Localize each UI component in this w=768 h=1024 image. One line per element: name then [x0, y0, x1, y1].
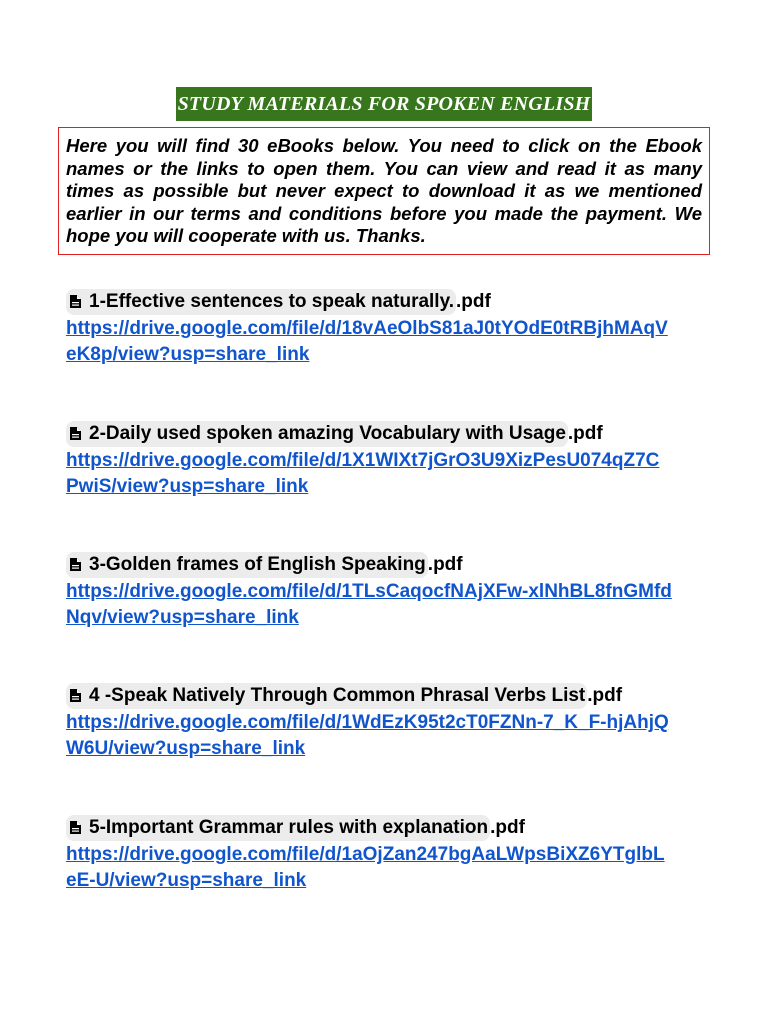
ebook-entry-1	[66, 289, 746, 368]
file-icon	[70, 427, 81, 440]
ebook-name: 5-Important Grammar rules with explanation	[89, 817, 489, 838]
ebook-link[interactable]: https://drive.google.com/file/d/1X1WIXt7jGrO3U9XizPesU074qZ7CPwiS/view?usp=share_link	[66, 450, 660, 497]
ebook-name: 3-Golden frames of English Speaking	[89, 554, 426, 575]
ebook-link[interactable]: https://drive.google.com/file/d/1TLsCaqocfNAjXFw-xlNhBL8fnGMfdNqv/view?usp=share_link	[66, 581, 672, 628]
ebook-chip[interactable]	[66, 552, 428, 578]
ebook-link[interactable]: https://drive.google.com/file/d/1aOjZan247bgAaLWpsBiXZ6YTglbLeE-U/view?usp=share_link	[66, 844, 665, 891]
page-title: STUDY MATERIALS FOR SPOKEN ENGLISH	[176, 87, 593, 121]
file-icon	[70, 558, 81, 571]
ebook-entry-3	[66, 552, 746, 631]
ebook-entry-2	[66, 421, 746, 500]
ebook-extension: .pdf	[490, 817, 525, 838]
file-icon	[70, 821, 81, 834]
file-icon	[70, 689, 81, 702]
ebook-extension: .pdf	[456, 291, 491, 312]
ebook-chip[interactable]	[66, 815, 490, 841]
ebook-chip[interactable]	[66, 289, 456, 315]
ebook-extension: .pdf	[587, 685, 623, 706]
ebook-name: 2-Daily used spoken amazing Vocabulary with Usage	[89, 423, 566, 444]
ebook-link[interactable]: https://drive.google.com/file/d/18vAeOlbS81aJ0tYOdE0tRBjhMAqVeK8p/view?usp=share_link	[66, 318, 668, 365]
title-banner	[0, 87, 768, 121]
ebook-chip[interactable]	[66, 683, 587, 709]
ebook-extension: .pdf	[567, 423, 603, 444]
ebook-chip[interactable]	[66, 421, 568, 447]
ebook-extension: .pdf	[427, 554, 463, 575]
ebook-entry-5	[66, 815, 746, 894]
intro-box: Here you will find 30 eBooks below. You need to click on the Ebook names or the links to open them. You can view and read it as many times as possible but never expect to download it as we mentioned earlier in our terms and conditions before you made the payment. We hope you will cooperate with us. Thanks.	[58, 127, 710, 255]
ebook-name: 4 -Speak Natively Through Common Phrasal Verbs List	[89, 685, 586, 706]
file-icon	[70, 295, 81, 308]
ebook-link[interactable]: https://drive.google.com/file/d/1WdEzK95t2cT0FZNn-7_K_F-hjAhjQW6U/view?usp=share_link	[66, 712, 669, 759]
ebook-name: 1-Effective sentences to speak naturally.	[89, 291, 455, 312]
ebook-entry-4	[66, 683, 746, 762]
